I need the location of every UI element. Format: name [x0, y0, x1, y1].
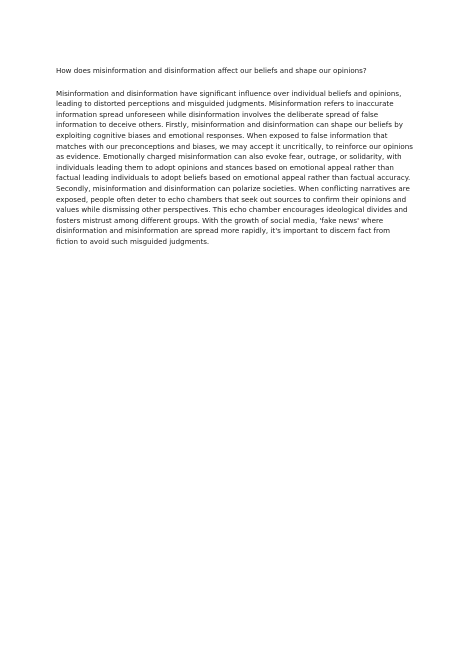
paragraph-line: disinformation and misinformation are spread more rapidly, it's important to discern fact from — [56, 226, 391, 236]
paragraph-line: information spread unforeseen while disinformation involves the deliberate spread of false — [56, 109, 379, 119]
paragraph-line: exposed, people often deter to echo chambers that seek out sources to confirm their opinions and — [56, 194, 407, 204]
paragraph-line: exploiting cognitive biases and emotional responses. When exposed to false information that — [56, 130, 388, 140]
paragraph-line: Misinformation and disinformation have significant influence over individual beliefs and opinions, — [56, 88, 402, 98]
paragraph-line: Secondly, misinformation and disinformation can polarize societies. When conflicting narratives are — [56, 183, 410, 193]
paragraph-line: leading to distorted perceptions and misguided judgments. Misinformation refers to inaccurate — [56, 99, 394, 109]
paragraph-line: as evidence. Emotionally charged misinformation can also evoke fear, outrage, or solidarity, with — [56, 152, 402, 162]
paragraph-line: fosters mistrust among different groups. With the growth of social media, 'fake news' where — [56, 215, 384, 225]
document-body — [56, 66, 418, 248]
paragraph-line: fiction to avoid such misguided judgments. — [56, 236, 210, 246]
paragraph-line: matches with our preconceptions and biases, we may accept it uncritically, to reinforce our opinions — [56, 141, 413, 151]
paragraph-line: values while dismissing other perspectives. This echo chamber encourages ideological divides and — [56, 205, 408, 215]
document-question: How does misinformation and disinformation affect our beliefs and shape our opinions? — [56, 66, 367, 75]
paragraph-line: individuals leading them to adopt opinions and stances based on emotional appeal rather than — [56, 162, 394, 172]
paragraph-line: factual leading individuals to adopt beliefs based on emotional appeal rather than factual accuracy. — [56, 173, 411, 183]
paragraph-line: information to deceive others. Firstly, misinformation and disinformation can shape our beliefs by — [56, 120, 403, 130]
document-paragraph — [56, 89, 418, 248]
